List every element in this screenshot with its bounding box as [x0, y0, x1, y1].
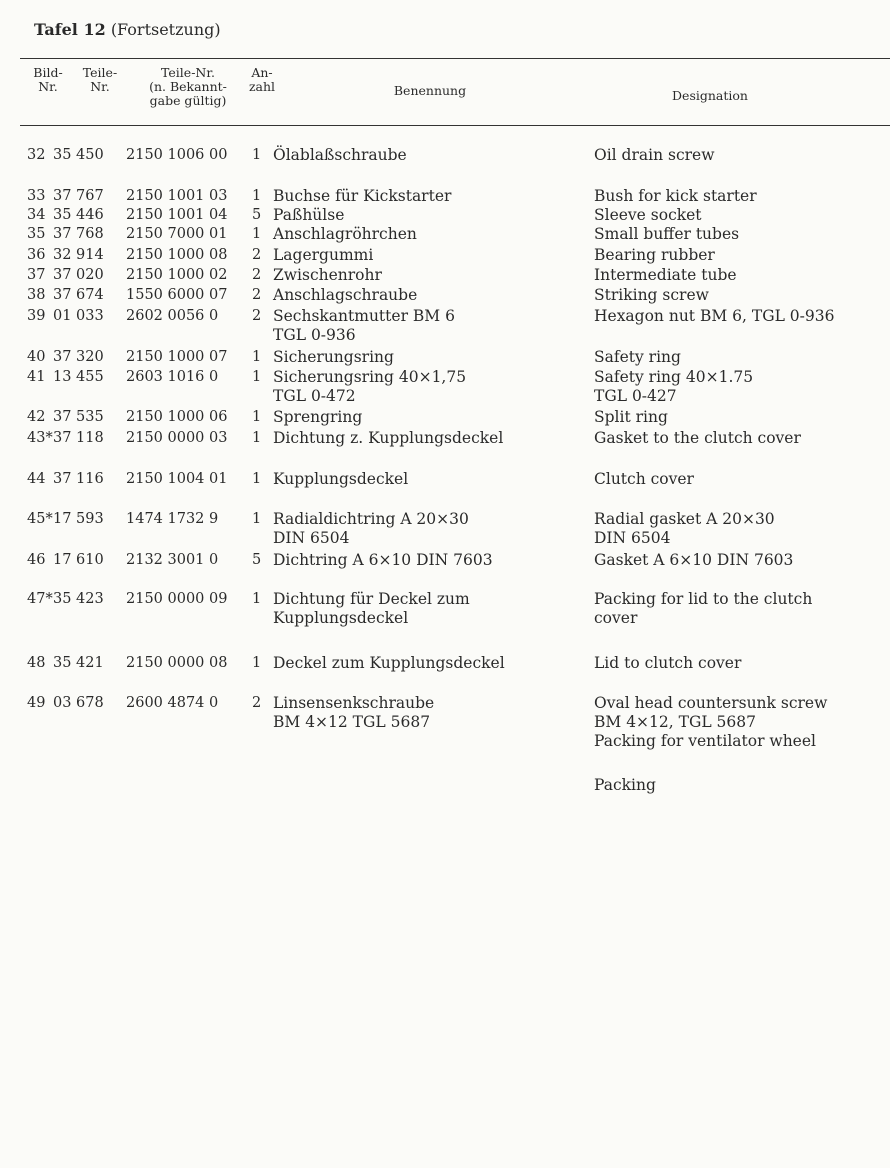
cell-benennung: Buchse für Kickstarter — [273, 187, 452, 205]
cell-benennung: Kupplungsdeckel — [273, 470, 409, 488]
cell-teile-nr: 35 450 — [53, 147, 104, 163]
cell-bild-nr: 48 — [27, 655, 46, 671]
cell-teile-nr-new: 2150 0000 09 — [126, 591, 228, 607]
cell-benennung: Linsensenkschraube — [273, 694, 435, 712]
cell-designation: Gasket to the clutch cover — [594, 429, 801, 447]
cell-benennung: TGL 0-936 — [273, 326, 356, 344]
cell-benennung: Radialdichtring A 20×30 — [273, 510, 469, 528]
header-teile-nr-new: Teile-Nr. (n. Bekannt- gabe gültig) — [149, 65, 227, 108]
cell-benennung: Sprengring — [273, 408, 363, 426]
cell-designation: Lid to clutch cover — [594, 654, 742, 672]
cell-anzahl: 1 — [252, 511, 262, 527]
cell-teile-nr-new: 2603 1016 0 — [126, 369, 219, 385]
cell-benennung: Sicherungsring 40×1,75 — [273, 368, 467, 386]
cell-bild-nr: 45* — [27, 511, 53, 527]
cell-benennung: Dichtung z. Kupplungsdeckel — [273, 429, 504, 447]
cell-designation: Packing for lid to the clutch — [594, 590, 813, 608]
cell-designation: Bearing rubber — [594, 246, 715, 264]
header-top-rule — [20, 58, 890, 59]
cell-teile-nr-new: 2150 0000 08 — [126, 655, 228, 671]
cell-designation: Gasket A 6×10 DIN 7603 — [594, 551, 794, 569]
cell-teile-nr: 03 678 — [53, 695, 104, 711]
cell-bild-nr: 32 — [27, 147, 46, 163]
cell-designation: Split ring — [594, 408, 668, 426]
cell-bild-nr: 46 — [27, 552, 46, 568]
cell-teile-nr: 17 593 — [53, 511, 104, 527]
cell-teile-nr: 35 446 — [53, 207, 104, 223]
cell-benennung: TGL 0-472 — [273, 387, 356, 405]
cell-benennung: Kupplungsdeckel — [273, 609, 409, 627]
cell-teile-nr: 32 914 — [53, 247, 104, 263]
cell-anzahl: 1 — [252, 409, 262, 425]
cell-anzahl: 1 — [252, 349, 262, 365]
cell-teile-nr-new: 2150 1000 08 — [126, 247, 228, 263]
header-bild-nr: Bild- Nr. — [33, 65, 63, 94]
cell-designation: Intermediate tube — [594, 266, 737, 284]
cell-designation: Safety ring 40×1.75 — [594, 368, 754, 386]
cell-benennung: Sechskantmutter BM 6 — [273, 307, 455, 325]
cell-benennung: Zwischenrohr — [273, 266, 382, 284]
cell-bild-nr: 38 — [27, 287, 46, 303]
cell-benennung: Ölablaßschraube — [273, 146, 407, 164]
header-benennung: Benennung — [393, 83, 467, 98]
cell-teile-nr-new: 2150 1001 04 — [126, 207, 228, 223]
cell-teile-nr-new: 2150 0000 03 — [126, 430, 228, 446]
cell-anzahl: 1 — [252, 430, 262, 446]
cell-teile-nr-new: 2150 7000 01 — [126, 226, 228, 242]
cell-designation: Radial gasket A 20×30 — [594, 510, 775, 528]
cell-bild-nr: 47* — [27, 591, 53, 607]
cell-teile-nr: 37 118 — [53, 430, 104, 446]
cell-benennung: Sicherungsring — [273, 348, 394, 366]
cell-bild-nr: 42 — [27, 409, 46, 425]
cell-teile-nr-new: 2150 1000 06 — [126, 409, 228, 425]
cell-bild-nr: 40 — [27, 349, 46, 365]
cell-teile-nr: 01 033 — [53, 308, 104, 324]
cell-benennung: BM 4×12 TGL 5687 — [273, 713, 431, 731]
cell-benennung: Lagergummi — [273, 246, 374, 264]
cell-benennung: Deckel zum Kupplungsdeckel — [273, 654, 505, 672]
cell-bild-nr: 44 — [27, 471, 46, 487]
cell-anzahl: 1 — [252, 591, 262, 607]
cell-designation: BM 4×12, TGL 5687 — [594, 713, 757, 731]
cell-teile-nr-new: 1474 1732 9 — [126, 511, 219, 527]
cell-teile-nr-new: 2150 1000 02 — [126, 267, 228, 283]
header-anzahl: An- zahl — [248, 65, 276, 94]
cell-teile-nr: 37 768 — [53, 226, 104, 242]
cell-teile-nr: 37 767 — [53, 188, 104, 204]
cell-teile-nr: 37 116 — [53, 471, 104, 487]
cell-teile-nr: 17 610 — [53, 552, 104, 568]
cell-designation: Safety ring — [594, 348, 681, 366]
cell-anzahl: 1 — [252, 369, 262, 385]
cell-anzahl: 1 — [252, 188, 262, 204]
cell-teile-nr-new: 2600 4874 0 — [126, 695, 219, 711]
cell-designation: Bush for kick starter — [594, 187, 757, 205]
cell-anzahl: 1 — [252, 655, 262, 671]
cell-designation: cover — [594, 609, 638, 627]
cell-anzahl: 5 — [252, 207, 262, 223]
cell-designation: Hexagon nut BM 6, TGL 0-936 — [594, 307, 835, 325]
table-number: Tafel 12 — [34, 20, 106, 39]
cell-teile-nr: 35 421 — [53, 655, 104, 671]
title-continuation: (Fortsetzung) — [110, 20, 221, 39]
cell-anzahl: 2 — [252, 247, 262, 263]
cell-teile-nr: 37 674 — [53, 287, 104, 303]
cell-teile-nr: 37 535 — [53, 409, 104, 425]
cell-teile-nr-new: 2150 1006 00 — [126, 147, 228, 163]
cell-designation: Oval head countersunk screw — [594, 694, 828, 712]
cell-bild-nr: 37 — [27, 267, 46, 283]
cell-designation: Clutch cover — [594, 470, 694, 488]
header-teile-nr: Teile- Nr. — [82, 65, 118, 94]
cell-benennung: Dichtung für Deckel zum — [273, 590, 470, 608]
cell-teile-nr: 13 455 — [53, 369, 104, 385]
cell-bild-nr: 43* — [27, 430, 53, 446]
cell-benennung: Anschlagschraube — [273, 286, 418, 304]
cell-bild-nr: 34 — [27, 207, 46, 223]
cell-anzahl: 1 — [252, 226, 262, 242]
cell-anzahl: 2 — [252, 695, 262, 711]
cell-anzahl: 5 — [252, 552, 262, 568]
trailing-designation: Packing — [594, 776, 656, 794]
header-bottom-rule — [20, 125, 890, 126]
cell-anzahl: 2 — [252, 308, 262, 324]
cell-anzahl: 2 — [252, 287, 262, 303]
cell-teile-nr: 37 320 — [53, 349, 104, 365]
cell-teile-nr-new: 2150 1001 03 — [126, 188, 228, 204]
cell-anzahl: 1 — [252, 147, 262, 163]
cell-teile-nr-new: 2150 1004 01 — [126, 471, 228, 487]
cell-designation: DIN 6504 — [594, 529, 671, 547]
cell-designation: Sleeve socket — [594, 206, 702, 224]
cell-bild-nr: 49 — [27, 695, 46, 711]
cell-designation: Small buffer tubes — [594, 225, 740, 243]
cell-designation: Oil drain screw — [594, 146, 715, 164]
cell-bild-nr: 33 — [27, 188, 46, 204]
cell-teile-nr: 35 423 — [53, 591, 104, 607]
cell-bild-nr: 35 — [27, 226, 46, 242]
cell-benennung: Anschlagröhrchen — [273, 225, 417, 243]
cell-bild-nr: 39 — [27, 308, 46, 324]
cell-designation: Packing for ventilator wheel — [594, 732, 816, 750]
page-title — [34, 20, 221, 39]
cell-anzahl: 2 — [252, 267, 262, 283]
header-designation: Designation — [672, 88, 748, 103]
cell-bild-nr: 41 — [27, 369, 46, 385]
cell-benennung: DIN 6504 — [273, 529, 350, 547]
cell-teile-nr-new: 2602 0056 0 — [126, 308, 219, 324]
cell-anzahl: 1 — [252, 471, 262, 487]
cell-designation: Striking screw — [594, 286, 709, 304]
cell-bild-nr: 36 — [27, 247, 46, 263]
cell-teile-nr-new: 2150 1000 07 — [126, 349, 228, 365]
cell-teile-nr: 37 020 — [53, 267, 104, 283]
cell-teile-nr-new: 1550 6000 07 — [126, 287, 228, 303]
cell-benennung: Paßhülse — [273, 206, 345, 224]
cell-designation: TGL 0-427 — [594, 387, 677, 405]
cell-teile-nr-new: 2132 3001 0 — [126, 552, 219, 568]
cell-benennung: Dichtring A 6×10 DIN 7603 — [273, 551, 493, 569]
